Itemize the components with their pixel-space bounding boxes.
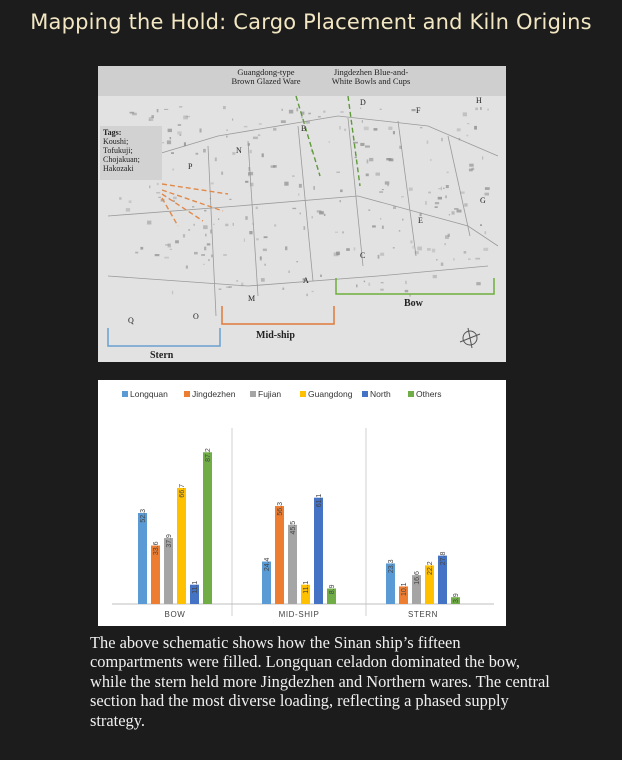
artifact-mark (364, 127, 369, 131)
artifact-mark (443, 188, 444, 189)
artifact-mark (364, 281, 365, 283)
artifact-mark (282, 288, 284, 290)
compartment-letter: Q (128, 316, 134, 325)
artifact-mark (225, 224, 228, 227)
artifact-mark (233, 223, 234, 226)
artifact-mark (380, 253, 384, 256)
artifact-mark (273, 165, 277, 168)
artifact-mark (215, 158, 217, 162)
artifact-mark (475, 258, 480, 260)
bar (203, 452, 212, 604)
artifact-mark (438, 197, 442, 200)
artifact-mark (452, 211, 455, 214)
artifact-mark (285, 246, 287, 250)
artifact-mark (248, 143, 250, 146)
artifact-mark (167, 140, 171, 144)
artifact-mark (155, 254, 160, 256)
artifact-mark (232, 119, 233, 121)
artifact-mark (183, 234, 185, 237)
artifact-mark (427, 141, 429, 144)
hold-map-drawing (98, 66, 506, 362)
artifact-mark (468, 259, 471, 260)
artifact-mark (210, 198, 211, 199)
artifact-mark (355, 157, 357, 158)
artifact-mark (401, 196, 404, 197)
artifact-mark (413, 246, 414, 249)
map-background (98, 66, 506, 362)
artifact-mark (157, 183, 159, 185)
artifact-mark (420, 127, 422, 128)
artifact-mark (432, 249, 435, 253)
artifact-mark (244, 126, 248, 128)
artifact-mark (329, 141, 330, 143)
artifact-mark (211, 182, 214, 184)
artifact-mark (354, 247, 356, 250)
compartment-letter: H (476, 96, 482, 105)
artifact-mark (340, 190, 343, 193)
artifact-mark (474, 126, 477, 130)
data-label: 3.9 (453, 593, 460, 603)
artifact-mark (223, 254, 227, 255)
artifact-mark (281, 120, 286, 123)
artifact-mark (319, 211, 324, 214)
category-label: MID-SHIP (278, 610, 320, 619)
artifact-mark (335, 232, 338, 233)
artifact-mark (427, 248, 431, 251)
artifact-mark (164, 257, 169, 259)
artifact-mark (208, 259, 210, 261)
artifact-mark (201, 254, 205, 256)
artifact-mark (445, 195, 447, 198)
artifact-mark (193, 224, 195, 226)
artifact-mark (379, 191, 383, 193)
artifact-mark (356, 284, 357, 287)
artifact-mark (250, 150, 252, 153)
artifact-mark (320, 275, 322, 277)
midship-label: Mid-ship (256, 330, 295, 341)
legend-label: North (370, 389, 391, 399)
artifact-mark (441, 187, 442, 191)
artifact-mark (457, 210, 462, 213)
artifact-mark (393, 206, 396, 209)
artifact-mark (245, 216, 247, 220)
tags-box (100, 126, 162, 180)
data-label: 10.1 (401, 582, 408, 597)
artifact-mark (158, 197, 161, 198)
artifact-mark (299, 184, 302, 188)
tags-title: Tags: (103, 128, 122, 137)
data-label: 11.1 (192, 580, 199, 594)
artifact-mark (172, 291, 173, 295)
artifact-mark (339, 126, 340, 130)
artifact-mark (374, 128, 378, 131)
artifact-mark (449, 214, 450, 216)
artifact-mark (204, 210, 206, 212)
legend-label: Others (416, 389, 442, 399)
compartment-letter: N (236, 146, 242, 155)
artifact-mark (454, 208, 458, 210)
artifact-mark (453, 258, 454, 260)
artifact-mark (386, 158, 391, 160)
artifact-mark (210, 230, 212, 234)
artifact-mark (312, 216, 314, 218)
data-label: 61.1 (316, 493, 323, 508)
artifact-mark (485, 231, 487, 234)
compartment-letter: O (193, 312, 199, 321)
artifact-mark (157, 109, 159, 112)
artifact-mark (382, 189, 384, 190)
artifact-mark (179, 106, 183, 107)
artifact-mark (300, 213, 302, 215)
artifact-mark (402, 219, 404, 221)
artifact-mark (469, 164, 474, 167)
caption-text: The above schematic shows how the Sinan ship’s fifteen compartments were filled. Longquan celadon dominated the bow, while the stern held more Jingdezhen and Northern wares. The central section had the most diverse loading, reflecting a phased supply strategy. (90, 633, 550, 730)
artifact-mark (410, 241, 412, 244)
artifact-mark (313, 186, 315, 190)
artifact-mark (476, 282, 480, 285)
artifact-mark (436, 259, 437, 260)
bar (138, 513, 147, 604)
artifact-mark (336, 252, 340, 256)
artifact-mark (168, 244, 171, 248)
artifact-mark (442, 138, 443, 142)
stern-label: Stern (150, 350, 174, 361)
artifact-mark (253, 137, 258, 140)
artifact-mark (218, 218, 219, 220)
artifact-mark (480, 224, 482, 226)
artifact-mark (186, 266, 188, 269)
legend-swatch (184, 391, 190, 397)
artifact-mark (459, 138, 461, 141)
data-label: 23.3 (388, 559, 395, 574)
artifact-mark (307, 294, 308, 296)
artifact-mark (360, 143, 364, 146)
artifact-mark (256, 207, 258, 210)
data-label: 37.9 (166, 534, 173, 548)
artifact-mark (258, 134, 260, 136)
artifact-mark (360, 108, 361, 110)
artifact-mark (180, 134, 182, 136)
artifact-mark (405, 281, 406, 284)
artifact-mark (428, 192, 431, 194)
data-label: 66.7 (179, 483, 186, 498)
artifact-mark (236, 280, 238, 282)
artifact-mark (340, 111, 343, 112)
artifact-mark (200, 129, 202, 133)
artifact-mark (412, 109, 416, 111)
data-label: 87.2 (205, 448, 212, 462)
artifact-mark (204, 247, 206, 251)
artifact-mark (292, 175, 295, 176)
artifact-mark (433, 275, 437, 278)
legend-label: Jingdezhen (192, 389, 236, 399)
artifact-mark (342, 231, 343, 233)
artifact-mark (324, 214, 326, 216)
artifact-mark (447, 172, 449, 174)
artifact-mark (368, 283, 370, 286)
artifact-mark (264, 264, 266, 266)
artifact-mark (248, 172, 253, 175)
artifact-mark (288, 271, 289, 274)
artifact-mark (380, 289, 383, 291)
artifact-mark (170, 249, 172, 250)
artifact-mark (168, 129, 172, 132)
artifact-mark (393, 131, 395, 134)
compartment-letter: B (301, 124, 307, 133)
data-label: 11.1 (303, 580, 310, 594)
artifact-mark (336, 172, 340, 173)
legend-swatch (362, 391, 368, 397)
artifact-mark (469, 169, 473, 172)
artifact-mark (213, 224, 215, 225)
artifact-mark (488, 109, 489, 111)
artifact-mark (164, 109, 168, 110)
artifact-mark (170, 137, 172, 139)
artifact-mark (369, 158, 373, 161)
artifact-mark (259, 123, 262, 125)
artifact-mark (192, 206, 194, 207)
artifact-mark (367, 159, 369, 163)
legend-swatch (122, 391, 128, 397)
legend-label: Longquan (130, 389, 168, 399)
artifact-mark (172, 169, 174, 171)
artifact-mark (229, 199, 231, 200)
legend-swatch (250, 391, 256, 397)
artifact-mark (301, 116, 303, 119)
artifact-mark (435, 206, 438, 208)
artifact-mark (263, 249, 267, 252)
artifact-mark (241, 283, 244, 287)
artifact-mark (261, 278, 265, 282)
artifact-mark (430, 159, 431, 161)
artifact-mark (211, 255, 213, 258)
artifact-mark (387, 184, 389, 186)
artifact-mark (264, 236, 268, 238)
artifact-mark (365, 146, 370, 148)
hold-schematic-map (98, 66, 506, 362)
category-label: BOW (164, 610, 186, 619)
artifact-mark (483, 248, 488, 251)
data-label: 16.6 (414, 571, 421, 585)
compartment-letter: E (418, 216, 423, 225)
bar (314, 498, 323, 604)
artifact-mark (405, 290, 409, 292)
artifact-mark (353, 142, 358, 144)
artifact-mark (140, 247, 143, 250)
artifact-mark (381, 282, 384, 283)
artifact-mark (175, 240, 179, 243)
artifact-mark (312, 291, 314, 292)
artifact-mark (178, 124, 181, 126)
artifact-mark (126, 208, 130, 212)
artifact-mark (296, 108, 298, 112)
artifact-mark (156, 192, 160, 193)
compartment-letter: C (360, 251, 366, 260)
artifact-mark (298, 193, 299, 196)
artifact-mark (232, 152, 235, 155)
artifact-mark (135, 252, 138, 254)
tag-item: Hakozaki (103, 164, 134, 173)
artifact-mark (399, 146, 401, 149)
artifact-mark (221, 172, 223, 175)
cargo-bar-chart (98, 380, 506, 626)
legend-label: Guangdong (308, 389, 353, 399)
artifact-mark (292, 208, 296, 209)
artifact-mark (457, 128, 461, 131)
artifact-mark (207, 243, 211, 245)
artifact-mark (256, 238, 259, 240)
artifact-mark (464, 203, 467, 206)
artifact-mark (149, 186, 150, 189)
artifact-mark (409, 188, 413, 191)
compartment-letter: P (188, 162, 193, 171)
compartment-letter: A (303, 276, 309, 285)
tag-item: Tofukuji; (103, 146, 133, 155)
artifact-mark (223, 106, 226, 109)
artifact-mark (368, 209, 370, 211)
artifact-mark (260, 257, 262, 261)
artifact-mark (252, 223, 253, 225)
artifact-mark (273, 128, 276, 131)
artifact-mark (171, 152, 174, 154)
artifact-mark (382, 226, 384, 229)
artifact-mark (438, 188, 441, 189)
artifact-mark (173, 197, 177, 200)
tag-item: Chojakuan; (103, 155, 140, 164)
artifact-mark (194, 252, 198, 255)
data-label: 8.9 (329, 584, 336, 595)
artifact-mark (399, 230, 401, 232)
artifact-mark (226, 136, 228, 138)
artifact-mark (203, 225, 208, 229)
artifact-mark (445, 243, 446, 245)
label-guangdong-ware: Guangdong-type Brown Glazed Ware (231, 67, 301, 86)
data-label: 22.2 (427, 561, 434, 575)
legend-swatch (300, 391, 306, 397)
artifact-mark (219, 289, 222, 291)
artifact-mark (362, 120, 363, 123)
artifact-mark (318, 116, 321, 118)
artifact-mark (226, 130, 228, 132)
data-label: 56.3 (277, 502, 284, 516)
artifact-mark (177, 131, 181, 134)
artifact-mark (226, 287, 230, 288)
artifact-mark (366, 174, 369, 177)
artifact-mark (344, 129, 346, 131)
tag-item: Koushi; (103, 137, 129, 146)
artifact-mark (376, 173, 381, 176)
artifact-mark (284, 182, 288, 186)
label-jingdezhen-ware: Jingdezhen Blue-and-White Bowls and Cups (331, 67, 411, 86)
artifact-mark (149, 117, 154, 121)
artifact-mark (249, 167, 251, 171)
artifact-mark (480, 107, 481, 110)
artifact-mark (466, 135, 468, 137)
artifact-mark (249, 231, 252, 234)
artifact-mark (385, 181, 390, 184)
bow-label: Bow (404, 298, 423, 309)
artifact-mark (289, 110, 293, 114)
compartment-letter: M (248, 294, 256, 303)
artifact-mark (304, 226, 306, 230)
artifact-mark (393, 247, 395, 248)
artifact-mark (340, 200, 342, 202)
legend-swatch (408, 391, 414, 397)
artifact-mark (132, 113, 137, 116)
artifact-mark (250, 183, 254, 187)
data-label: 27.8 (440, 551, 447, 566)
compartment-letter: D (360, 98, 366, 107)
artifact-mark (162, 142, 164, 143)
artifact-mark (323, 111, 325, 113)
artifact-mark (446, 185, 449, 188)
artifact-mark (245, 181, 248, 183)
artifact-mark (378, 255, 380, 259)
artifact-mark (308, 113, 311, 115)
data-label: 45.5 (290, 520, 297, 535)
artifact-mark (274, 224, 276, 226)
artifact-mark (380, 218, 381, 220)
artifact-mark (380, 109, 382, 110)
artifact-mark (425, 201, 427, 205)
artifact-mark (417, 247, 422, 251)
bar (275, 506, 284, 604)
artifact-mark (372, 225, 376, 227)
slide-title: Mapping the Hold: Cargo Placement and Kiln Origins (30, 10, 592, 34)
data-label: 33.6 (153, 541, 160, 556)
bar (177, 488, 186, 604)
data-label: 52.3 (140, 508, 147, 523)
data-label: 24.4 (264, 557, 271, 572)
artifact-mark (203, 149, 206, 153)
bar-chart-svg (98, 380, 506, 626)
artifact-mark (346, 248, 350, 251)
artifact-mark (186, 116, 191, 117)
compartment-letter: F (416, 106, 421, 115)
category-label: STERN (407, 610, 439, 619)
artifact-mark (129, 200, 132, 203)
compartment-letter: G (480, 196, 486, 205)
artifact-mark (119, 197, 122, 200)
artifact-mark (445, 235, 449, 239)
artifact-mark (485, 187, 490, 190)
artifact-mark (188, 229, 190, 230)
artifact-mark (464, 251, 467, 254)
artifact-mark (262, 153, 264, 157)
artifact-mark (184, 142, 186, 146)
artifact-mark (441, 263, 444, 266)
artifact-mark (475, 108, 478, 111)
artifact-mark (388, 127, 392, 130)
artifact-mark (196, 153, 199, 155)
legend-label: Fujian (258, 389, 282, 399)
artifact-mark (244, 238, 245, 242)
artifact-mark (203, 264, 205, 265)
artifact-mark (415, 251, 419, 254)
artifact-mark (296, 261, 298, 262)
artifact-mark (205, 234, 207, 237)
bar (288, 525, 297, 604)
artifact-mark (467, 123, 469, 124)
artifact-mark (147, 221, 151, 225)
artifact-mark (435, 202, 439, 204)
artifact-mark (463, 112, 467, 116)
artifact-mark (482, 156, 483, 159)
artifact-mark (460, 192, 465, 194)
artifact-mark (282, 109, 283, 111)
